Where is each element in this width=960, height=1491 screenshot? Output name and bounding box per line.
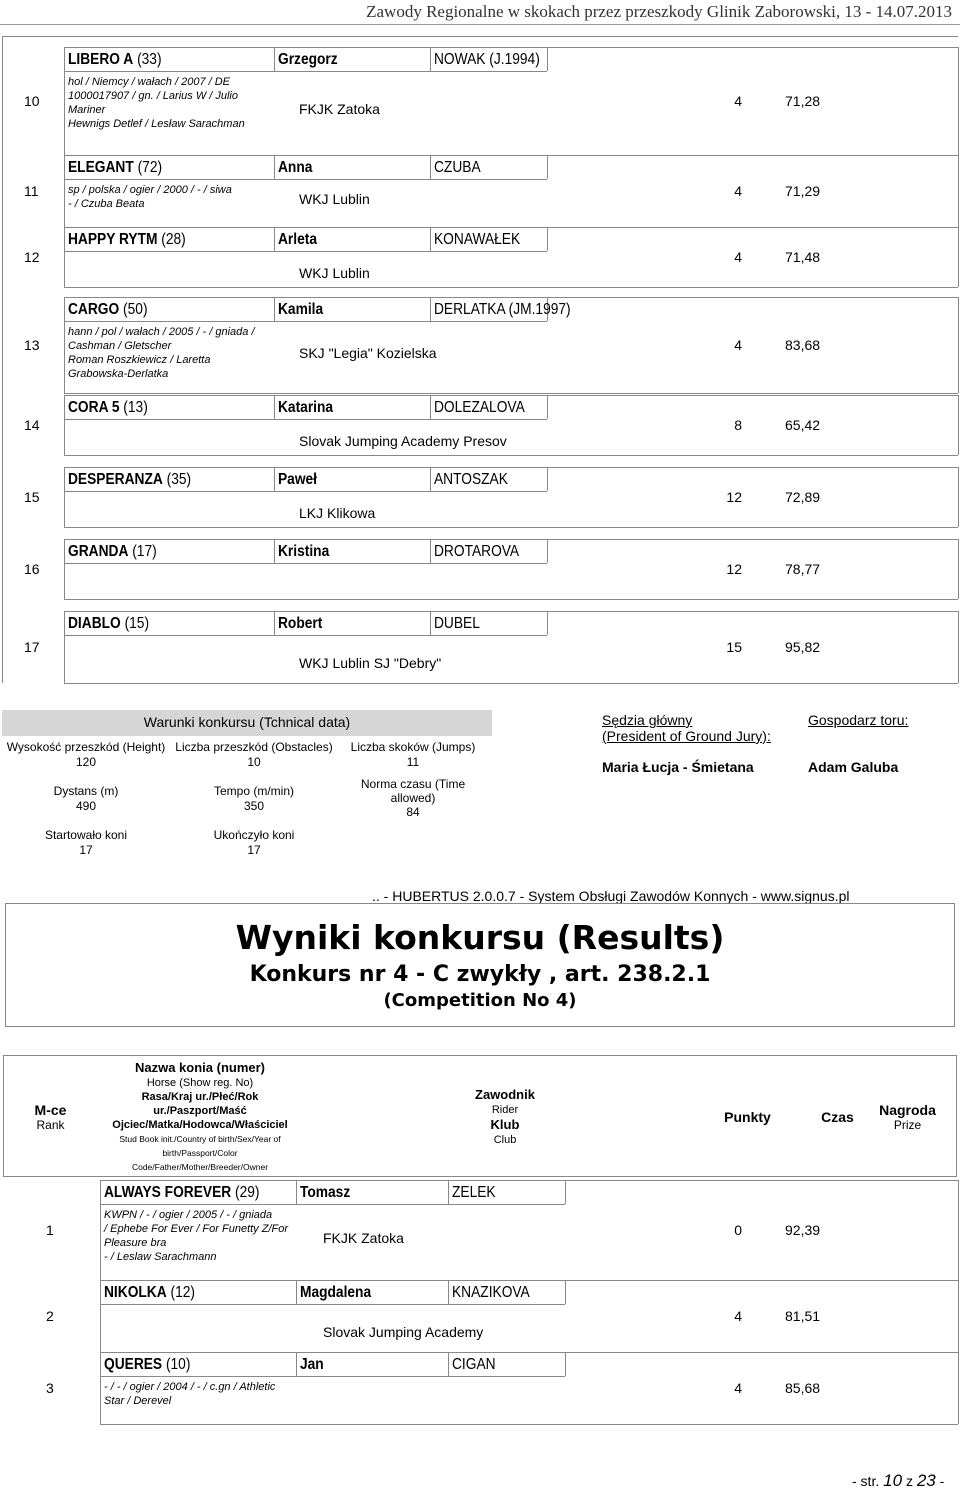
col-divider <box>430 47 431 71</box>
height-label: Wysokość przeszkód (Height) <box>6 740 166 754</box>
software-credit: .. - HUBERTUS 2.0.0.7 - System Obsługi Zawodów Konnych - www.signus.pl <box>372 888 850 904</box>
horse-name-cell <box>68 51 162 69</box>
horse-number: (15) <box>124 615 150 632</box>
horse-detail-line: sp / polska / ogier / 2000 / - / siwa <box>68 184 232 196</box>
row-right-line <box>958 1180 959 1280</box>
row-left-line <box>64 467 65 527</box>
horse-name: CORA 5 <box>68 399 120 416</box>
horse-detail-line: Cashman / Gletscher <box>68 340 172 352</box>
name-row-line <box>64 635 547 636</box>
horse-name-cell <box>104 1284 195 1302</box>
rider-last-name: ANTOSZAK <box>434 471 508 488</box>
horse-name: ELEGANT <box>68 159 134 176</box>
col-divider <box>430 155 431 179</box>
horse-detail-line: - / Czuba Beata <box>68 198 145 210</box>
horse-detail-line: / Ephebe For Ever / For Funetty Z/For <box>104 1223 289 1235</box>
horse-name-cell <box>68 399 148 417</box>
horse-number: (35) <box>166 471 192 488</box>
horse-name-cell <box>68 231 186 249</box>
rider-last-name: KONAWAŁEK <box>434 231 521 248</box>
horse-detail-line: - / - / ogier / 2004 / - / c.gn / Athletic <box>104 1381 276 1393</box>
col-divider <box>296 1180 297 1204</box>
name-row-line <box>100 1304 565 1305</box>
round-time: 85,68 <box>785 1380 821 1396</box>
penalty-points: 4 <box>734 93 742 109</box>
horse-detail-line: hann / pol / wałach / 2005 / - / gniada / <box>68 326 255 338</box>
club-name: SKJ "Legia" Kozielska <box>299 345 437 361</box>
col-points: Punkty <box>724 1109 771 1125</box>
row-right-line <box>958 611 959 683</box>
round-time: 72,89 <box>785 489 821 505</box>
rider-last-name: DOLEZALOVA <box>434 399 525 416</box>
row-bottom-line <box>64 527 958 528</box>
row-bottom-line <box>64 683 958 684</box>
row-bottom-line <box>64 599 958 600</box>
rider-first-name: Jan <box>300 1356 324 1373</box>
rank-column-left-line <box>2 36 3 683</box>
row-top-line <box>64 47 958 48</box>
horse-number: (10) <box>165 1356 191 1373</box>
rank-number: 1 <box>46 1222 54 1238</box>
col-divider <box>274 47 275 71</box>
rider-first-name: Kristina <box>278 543 330 560</box>
horse-detail-line: Pleasure bra <box>104 1237 167 1249</box>
rank-number: 13 <box>24 337 40 353</box>
penalty-points: 15 <box>726 639 742 655</box>
row-left-line <box>100 1352 101 1424</box>
rank-number: 11 <box>24 183 39 199</box>
horse-detail-line: Mariner <box>68 104 106 116</box>
col-rank-label-en: Rank <box>36 1118 65 1132</box>
results-subtitle: Konkurs nr 4 - C zwykły , art. 238.2.1 <box>249 962 711 987</box>
horse-name-cell <box>68 301 148 319</box>
row-right-line <box>958 155 959 227</box>
row-top-line <box>64 297 958 298</box>
footer-suffix: - <box>939 1473 945 1489</box>
row-top-line <box>100 1180 958 1181</box>
horse-detail-line: 1000017907 / gn. / Larius W / Julio <box>68 90 238 102</box>
round-time: 71,48 <box>785 249 821 265</box>
col-divider <box>430 227 431 251</box>
horse-name-cell <box>68 615 149 633</box>
horse-name: HAPPY RYTM <box>68 231 158 248</box>
competition-header-title: Zawody Regionalne w skokach przez przeszkody Glinik Zaborowski, 13 - 14.07.2013 <box>366 2 952 21</box>
col-divider <box>274 155 275 179</box>
president-name: Maria Łucja - Śmietana <box>602 759 754 775</box>
row-right-line <box>958 227 959 287</box>
president-label-1: Sędzia główny <box>602 712 693 728</box>
col-divider <box>565 1280 566 1304</box>
col-rider-1: Zawodnik <box>475 1087 535 1102</box>
name-row-line <box>64 419 547 420</box>
horse-name-cell <box>68 159 162 177</box>
club-name: FKJK Zatoka <box>299 101 380 117</box>
row-bottom-line <box>64 455 958 456</box>
horse-number: (33) <box>137 51 162 68</box>
row-left-line <box>64 539 65 599</box>
row-right-line <box>958 297 959 393</box>
penalty-points: 4 <box>734 1308 742 1324</box>
rider-first-name: Tomasz <box>300 1184 351 1201</box>
col-divider <box>274 611 275 635</box>
footer-page: 10 <box>883 1471 903 1490</box>
row-top-line <box>64 467 958 468</box>
rider-first-name: Grzegorz <box>278 51 338 68</box>
round-time: 92,39 <box>785 1222 821 1238</box>
horse-detail-line: hol / Niemcy / wałach / 2007 / DE <box>68 76 231 88</box>
round-time: 95,82 <box>785 639 821 655</box>
col-divider <box>547 395 548 419</box>
col-prize-2: Prize <box>893 1118 922 1132</box>
row-left-line <box>64 155 65 227</box>
col-horse-4: ur./Paszport/Maść <box>153 1105 247 1117</box>
col-horse-3: Rasa/Kraj ur./Płeć/Rok <box>141 1091 259 1103</box>
rider-last-name: KNAZIKOVA <box>452 1284 530 1301</box>
col-divider <box>430 467 431 491</box>
col-divider <box>274 297 275 321</box>
col-divider <box>565 1180 566 1204</box>
penalty-points: 8 <box>734 417 742 433</box>
col-divider <box>274 467 275 491</box>
horse-number: (12) <box>170 1284 195 1301</box>
row-right-line <box>958 467 959 527</box>
club-name: WKJ Lublin <box>299 265 370 281</box>
name-row-line <box>64 179 547 180</box>
penalty-points: 12 <box>726 561 742 577</box>
results-title: Wyniki konkursu (Results) <box>235 918 725 957</box>
row-left-line <box>64 395 65 455</box>
footer-total: 23 <box>916 1471 936 1490</box>
col-horse-2: Horse (Show reg. No) <box>146 1077 254 1089</box>
name-row-line <box>64 251 547 252</box>
row-bottom-line <box>100 1424 958 1425</box>
course-designer-name: Adam Galuba <box>808 759 899 775</box>
col-divider <box>547 539 548 563</box>
rider-first-name: Magdalena <box>300 1284 372 1301</box>
horse-number: (29) <box>235 1184 260 1201</box>
rider-first-name: Arleta <box>278 231 318 248</box>
started-value: 17 <box>79 843 93 857</box>
rank-number: 12 <box>24 249 40 265</box>
col-horse-5: Ojciec/Matka/Hodowca/Właściciel <box>112 1119 288 1131</box>
time-allowed-label-1: Norma czasu (Time <box>360 777 466 791</box>
name-row-line <box>64 491 547 492</box>
row-left-line <box>100 1180 101 1280</box>
col-divider <box>547 227 548 251</box>
col-horse-7: birth/Passport/Color <box>162 1148 238 1158</box>
row-top-line <box>64 539 958 540</box>
penalty-points: 4 <box>734 183 742 199</box>
horse-number: (72) <box>137 159 163 176</box>
horse-name-cell <box>68 543 157 561</box>
col-divider <box>274 539 275 563</box>
time-allowed-label-2: allowed) <box>390 791 436 805</box>
row-top-line <box>100 1280 958 1281</box>
col-divider <box>296 1280 297 1304</box>
rank-number: 17 <box>24 639 40 655</box>
horse-detail-line: KWPN / - / ogier / 2005 / - / gniada <box>104 1209 273 1221</box>
round-time: 71,29 <box>785 183 821 199</box>
col-divider <box>430 395 431 419</box>
col-divider <box>448 1180 449 1204</box>
horse-name: GRANDA <box>68 543 129 560</box>
name-row-line <box>64 321 547 322</box>
penalty-points: 12 <box>726 489 742 505</box>
top-section-line <box>2 36 958 37</box>
finished-value: 17 <box>247 843 261 857</box>
rider-first-name: Robert <box>278 615 323 632</box>
club-name: WKJ Lublin SJ "Debry" <box>299 655 442 671</box>
rider-last-name: DERLATKA (JM.1997) <box>434 301 571 318</box>
height-value: 120 <box>75 755 97 769</box>
row-right-line <box>958 539 959 599</box>
penalty-points: 4 <box>734 1380 742 1396</box>
col-rider-3: Klub <box>490 1117 520 1132</box>
club-name: LKJ Klikowa <box>299 505 376 521</box>
row-left-line <box>64 297 65 393</box>
round-time: 83,68 <box>785 337 821 353</box>
rank-number: 14 <box>24 417 40 433</box>
row-right-line <box>958 1352 959 1424</box>
finished-label: Ukończyło koni <box>213 828 295 842</box>
rider-first-name: Paweł <box>278 471 318 488</box>
horse-name: CARGO <box>68 301 120 318</box>
horse-name: LIBERO A <box>68 51 134 68</box>
round-time: 78,77 <box>785 561 821 577</box>
row-right-line <box>958 47 959 155</box>
col-divider <box>430 611 431 635</box>
row-left-line <box>64 611 65 683</box>
penalty-points: 0 <box>734 1222 742 1238</box>
col-divider <box>274 227 275 251</box>
row-left-line <box>64 227 65 287</box>
horse-name-cell <box>68 471 191 489</box>
row-top-line <box>64 611 958 612</box>
obstacles-label: Liczba przeszkód (Obstacles) <box>175 740 333 754</box>
horse-number: (50) <box>123 301 148 318</box>
rider-last-name: DUBEL <box>434 615 480 632</box>
row-top-line <box>64 155 958 156</box>
distance-value: 490 <box>75 799 97 813</box>
rank-number: 10 <box>24 93 40 109</box>
row-right-line <box>958 395 959 455</box>
technical-title: Warunki konkursu (Tchnical data) <box>143 714 351 730</box>
horse-detail-line: Star / Derevel <box>104 1395 172 1407</box>
club-name: WKJ Lublin <box>299 191 370 207</box>
horse-detail-line: Hewnigs Detlef / Lesław Sarachman <box>68 118 245 130</box>
col-divider <box>547 47 548 71</box>
distance-label: Dystans (m) <box>53 784 119 798</box>
rider-last-name: NOWAK (J.1994) <box>434 51 540 68</box>
col-divider <box>547 467 548 491</box>
col-horse-1: Nazwa konia (numer) <box>134 1060 266 1075</box>
horse-name: ALWAYS FOREVER <box>104 1184 232 1201</box>
row-left-line <box>64 47 65 155</box>
page-footer <box>852 1471 944 1491</box>
name-row-line <box>100 1204 565 1205</box>
club-name: FKJK Zatoka <box>323 1230 404 1246</box>
rider-first-name: Kamila <box>278 301 324 318</box>
horse-number: (17) <box>132 543 157 560</box>
jumps-value: 11 <box>406 755 420 769</box>
horse-name-cell <box>104 1184 259 1202</box>
rank-number: 3 <box>46 1380 54 1396</box>
tempo-value: 350 <box>243 799 265 813</box>
club-name: Slovak Jumping Academy Presov <box>299 433 507 449</box>
horse-name: DIABLO <box>68 615 121 632</box>
round-time: 71,28 <box>785 93 821 109</box>
penalty-points: 4 <box>734 337 742 353</box>
rider-last-name: CZUBA <box>434 159 481 176</box>
rider-last-name: DROTAROVA <box>434 543 520 560</box>
president-label-2: (President of Ground Jury): <box>602 728 771 744</box>
results-subtitle-2: (Competition No 4) <box>383 990 577 1011</box>
col-divider <box>430 297 431 321</box>
row-top-line <box>64 227 958 228</box>
col-divider <box>547 155 548 179</box>
footer-of: z <box>905 1473 913 1489</box>
header-divider <box>0 24 960 25</box>
rider-first-name: Anna <box>278 159 313 176</box>
name-row-line <box>100 1376 565 1377</box>
tempo-label: Tempo (m/min) <box>213 784 294 798</box>
col-divider <box>448 1280 449 1304</box>
horse-detail-line: Roman Roszkiewicz / Laretta <box>68 354 211 366</box>
started-label: Startowało koni <box>44 828 128 842</box>
col-rider-4: Club <box>493 1134 517 1146</box>
col-time: Czas <box>821 1109 854 1125</box>
row-left-line <box>100 1280 101 1352</box>
horse-detail-line: Grabowska-Derlatka <box>68 368 169 380</box>
horse-name: NIKOLKA <box>104 1284 167 1301</box>
rank-number: 2 <box>46 1308 54 1324</box>
col-horse-8: Code/Father/Mother/Breeder/Owner <box>131 1162 269 1172</box>
horse-name-cell <box>104 1356 190 1374</box>
rider-first-name: Katarina <box>278 399 334 416</box>
col-rank-label: M-ce <box>34 1102 67 1118</box>
horse-number: (28) <box>161 231 186 248</box>
obstacles-value: 10 <box>247 755 261 769</box>
rank-number: 16 <box>24 561 40 577</box>
col-divider <box>565 1352 566 1376</box>
horse-number: (13) <box>123 399 148 416</box>
rider-last-name: ZELEK <box>452 1184 496 1201</box>
col-divider <box>547 611 548 635</box>
name-row-line <box>64 563 547 564</box>
row-top-line <box>64 395 958 396</box>
col-rider-2: Rider <box>491 1104 519 1116</box>
col-divider <box>274 395 275 419</box>
footer-prefix: - str. <box>852 1473 880 1489</box>
time-allowed-value: 84 <box>406 805 420 819</box>
horse-detail-line: - / Leslaw Sarachmann <box>104 1251 217 1263</box>
horse-name: DESPERANZA <box>68 471 163 488</box>
row-right-line <box>958 1280 959 1352</box>
club-name: Slovak Jumping Academy <box>323 1324 484 1340</box>
row-bottom-line <box>64 287 958 288</box>
course-designer-label: Gospodarz toru: <box>808 712 909 728</box>
horse-name: QUERES <box>104 1356 163 1373</box>
jumps-label: Liczba skoków (Jumps) <box>350 740 476 754</box>
col-divider <box>430 539 431 563</box>
row-top-line <box>100 1352 958 1353</box>
round-time: 65,42 <box>785 417 821 433</box>
col-divider <box>448 1352 449 1376</box>
col-horse-6: Stud Book init./Country of birth/Sex/Year of <box>119 1134 281 1144</box>
penalty-points: 4 <box>734 249 742 265</box>
name-row-line <box>64 71 547 72</box>
round-time: 81,51 <box>785 1308 821 1324</box>
col-divider <box>296 1352 297 1376</box>
rider-last-name: CIGAN <box>452 1356 496 1373</box>
col-prize-1: Nagroda <box>879 1102 936 1118</box>
rank-number: 15 <box>24 489 40 505</box>
row-bottom-line <box>64 393 958 394</box>
